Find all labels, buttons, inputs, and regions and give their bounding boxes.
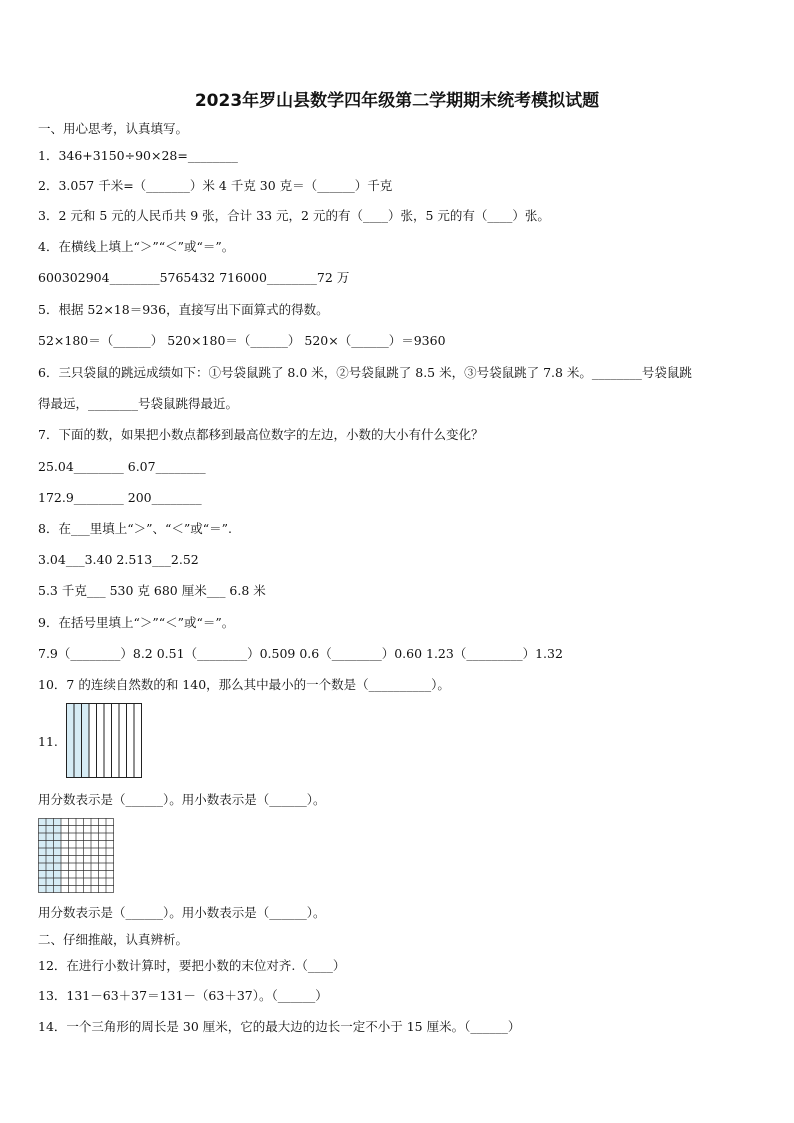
question-4: 4．在横线上填上“＞”“＜”或“＝”。 [38,239,235,254]
question-13: 13．131－63＋37＝131－（63＋37）。（______） [38,988,328,1003]
question-10: 10．7 的连续自然数的和 140，那么其中最小的一个数是（__________）。 [38,677,450,692]
question-11-answer-b: 用分数表示是（______）。用小数表示是（______）。 [38,905,326,920]
question-6: 6．三只袋鼠的跳远成绩如下：①号袋鼠跳了 8.0 米，②号袋鼠跳了 8.5 米，③号袋鼠跳了 7.8 米。________号袋鼠跳 [38,365,692,380]
question-11-answer-a: 用分数表示是（______）。用小数表示是（______）。 [38,792,326,807]
question-3: 3．2 元和 5 元的人民币共 9 张，合计 33 元，2 元的有（____）张，5 元的有（____）张。 [38,208,550,223]
hundredths-grid-figure [38,818,114,893]
question-9: 9．在括号里填上“＞”“＜”或“＝”。 [38,615,235,630]
question-8-items-b: 5.3 千克___ 530 克 680 厘米___ 6.8 米 [38,583,266,598]
question-4-items: 600302904________5765432 716000________72 万 [38,270,350,285]
question-5-items: 52×180＝（______） 520×180＝（______） 520×（______）＝9360 [38,333,446,348]
section-one-heading: 一、用心思考，认真填写。 [38,121,189,136]
question-1: 1．346+3150÷90×28=________ [38,148,238,163]
question-14: 14．一个三角形的周长是 30 厘米，它的最大边的边长一定不小于 15 厘米。（______） [38,1019,521,1034]
question-5: 5．根据 52×18＝936，直接写出下面算式的得数。 [38,302,329,317]
question-11-label: 11. [38,734,58,749]
tenths-grid-figure [66,703,142,778]
question-8: 8．在___里填上“＞”、“＜”或“＝”. [38,521,233,536]
page-title: 2023年罗山县数学四年级第二学期期末统考模拟试题 [194,91,600,111]
question-2: 2．3.057 千米=（_______）米 4 千克 30 克＝（______）千克 [38,178,393,193]
question-7: 7．下面的数，如果把小数点都移到最高位数字的左边，小数的大小有什么变化？ [38,427,484,442]
question-6-cont: 得最远，________号袋鼠跳得最近。 [38,396,239,411]
question-7-items-a: 25.04________ 6.07________ [38,459,206,474]
question-9-items: 7.9（________）8.2 0.51（________）0.509 0.6（________）0.60 1.23（_________）1.32 [38,646,563,661]
question-7-items-b: 172.9________ 200________ [38,490,202,505]
question-8-items-a: 3.04___3.40 2.513___2.52 [38,552,199,567]
shaded-tenths [67,704,90,778]
section-two-heading: 二、仔细推敲，认真辨析。 [38,932,189,947]
question-12: 12．在进行小数计算时，要把小数的末位对齐.（____） [38,958,346,973]
